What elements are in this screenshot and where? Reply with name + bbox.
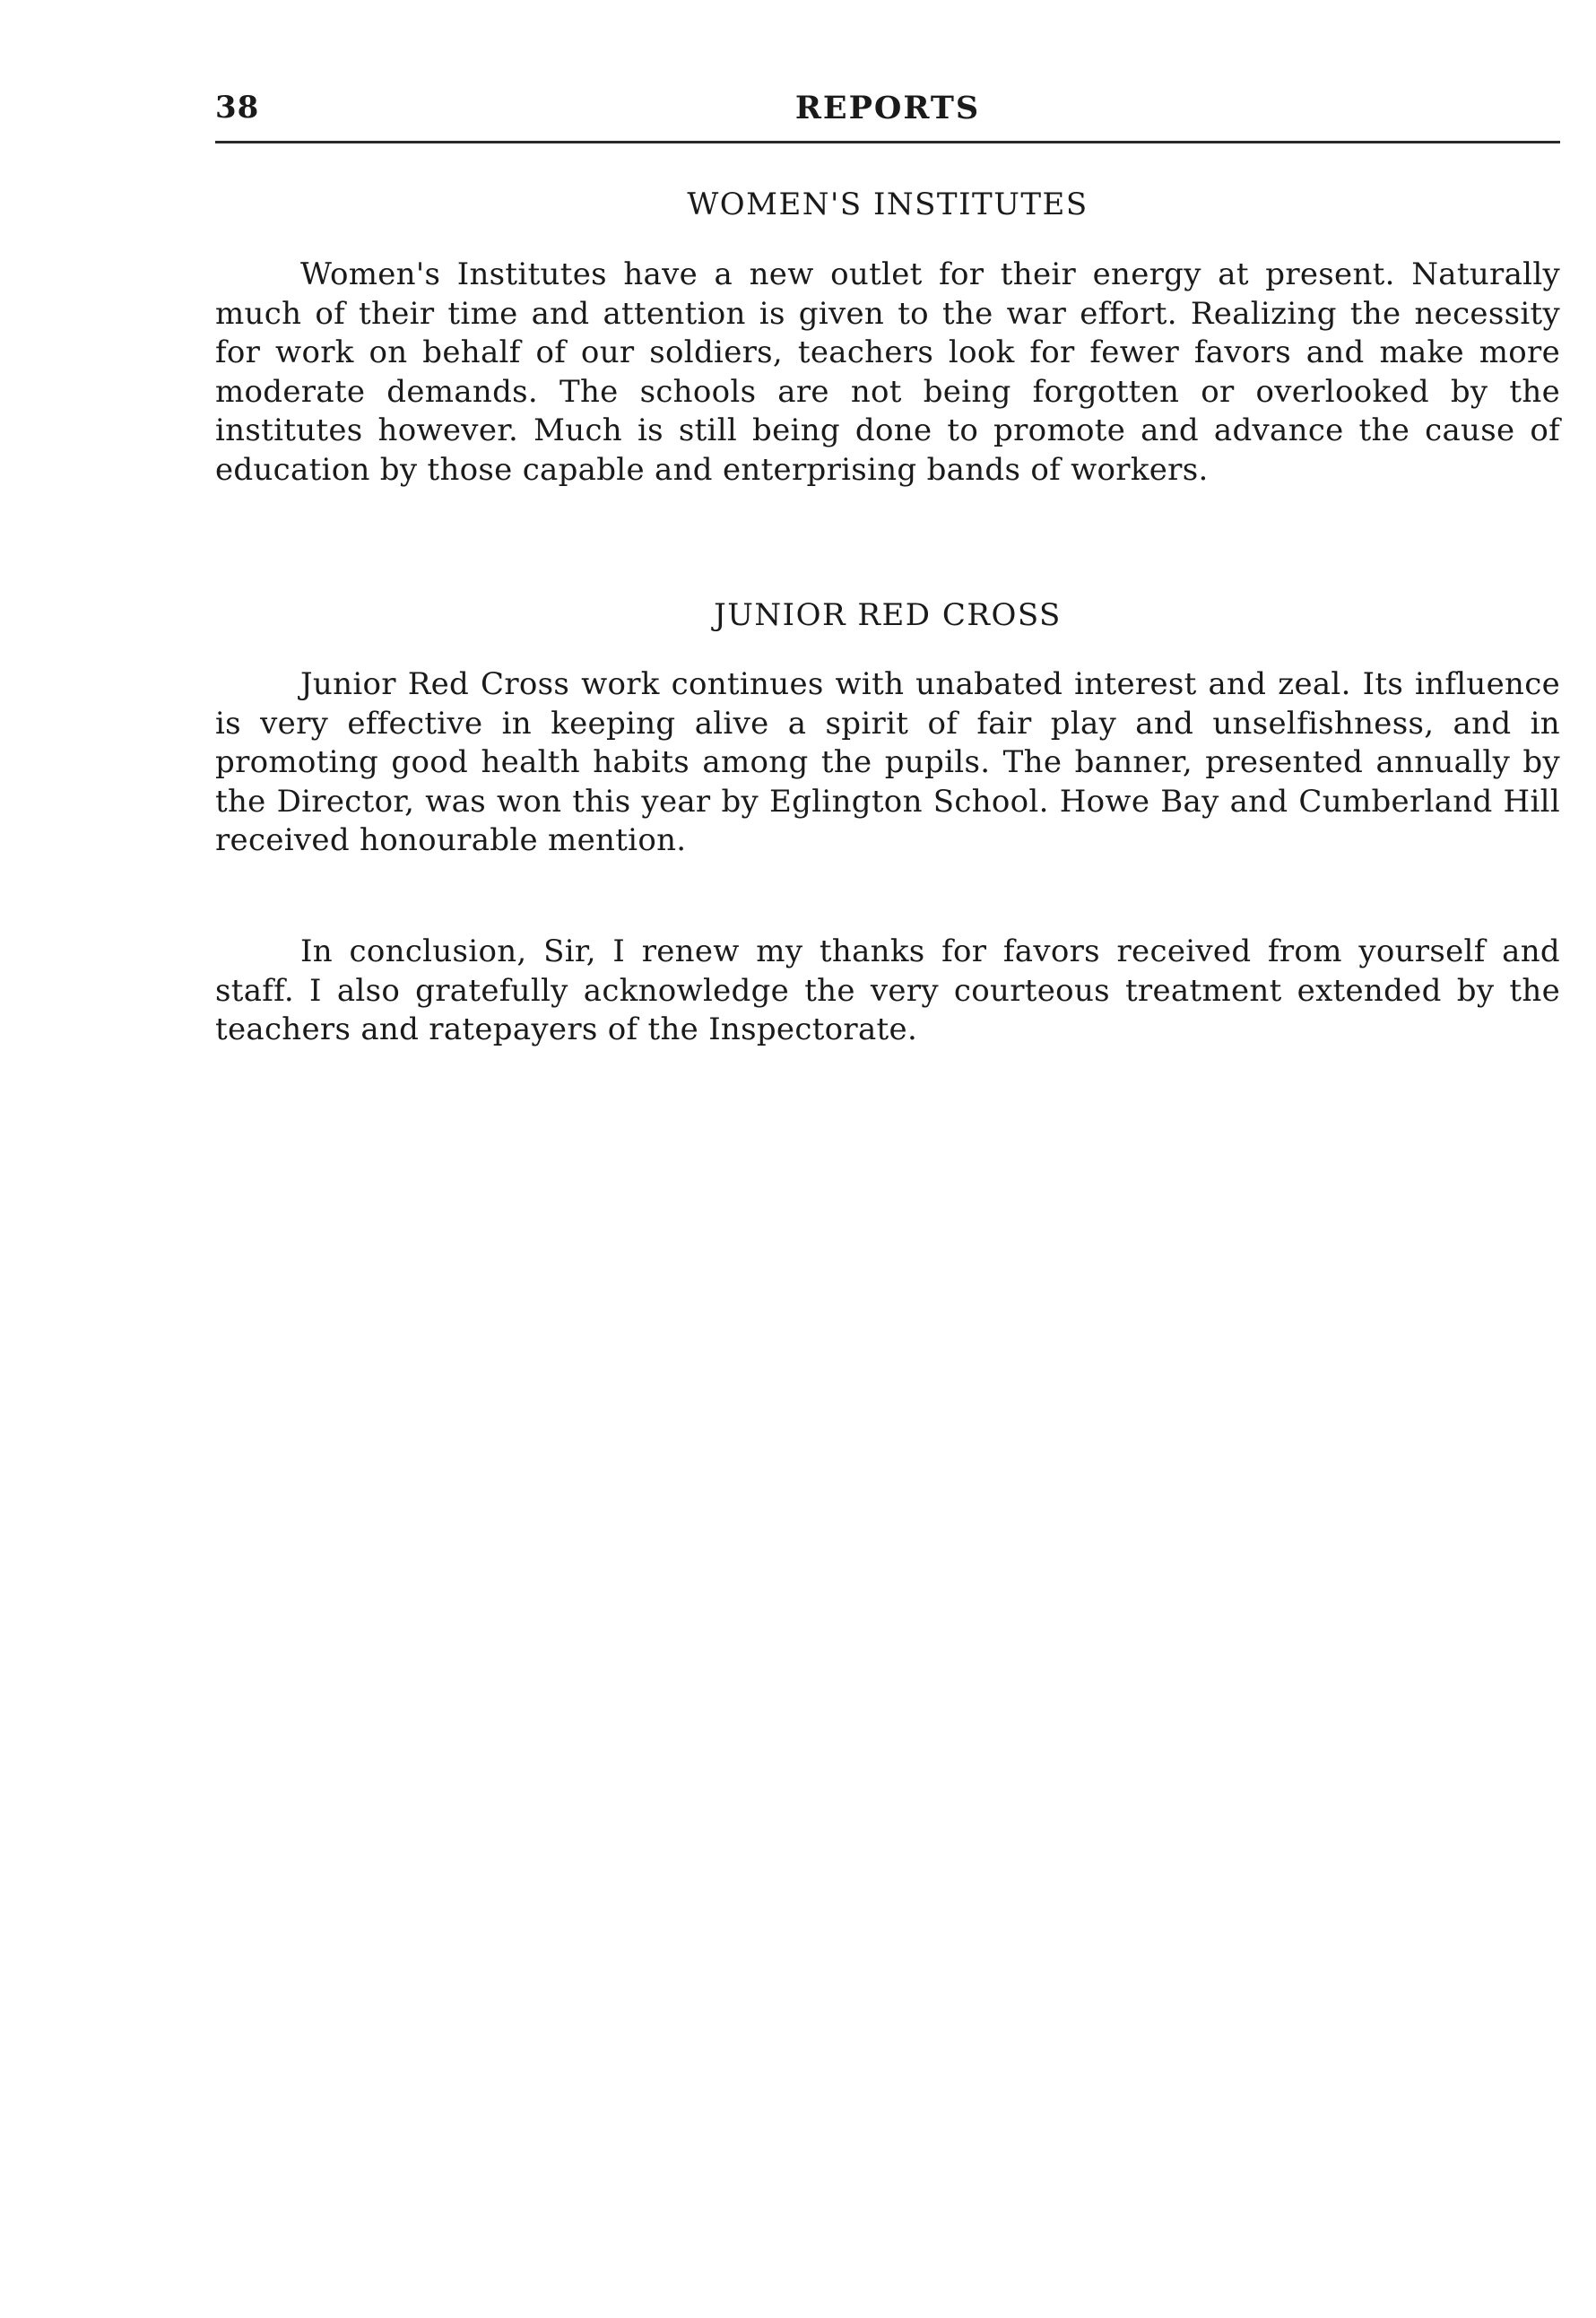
paragraph-conclusion: In conclusion, Sir, I renew my thanks for favors received from yourself and staff. I also gratefully acknowledge the very courteous treatment extended by the teachers and ratepayers of the Inspectorate.	[215, 933, 1560, 1047]
paragraph-junior-red-cross: Junior Red Cross work continues with unabated interest and zeal. Its influence is very effective in keeping alive a spirit of fair play and unselfishness, and in promoting good health habits among the pupils. The banner, presented annually by the Director, was won this year by Eglington School. Howe Bay and Cumberland Hill received honourable mention.	[215, 666, 1560, 858]
running-title: REPORTS	[794, 90, 981, 126]
section-heading-womens-institutes: WOMEN'S INSTITUTES	[687, 187, 1089, 222]
page-number: 38	[215, 90, 260, 126]
running-head	[215, 90, 1560, 135]
section-heading-junior-red-cross: JUNIOR RED CROSS	[714, 597, 1062, 633]
paragraph-womens-institutes: Women's Institutes have a new outlet for their energy at present. Naturally much of their time and attention is given to the war effort. Realizing the necessity for work on behalf of our soldiers, teachers look for fewer favors and make more moderate demands. The schools are not being forgotten or overlooked by the institutes however. Much is still being done to promote and advance the cause of education by those capable and enterprising bands of workers.	[215, 256, 1560, 488]
header-rule	[215, 141, 1560, 143]
